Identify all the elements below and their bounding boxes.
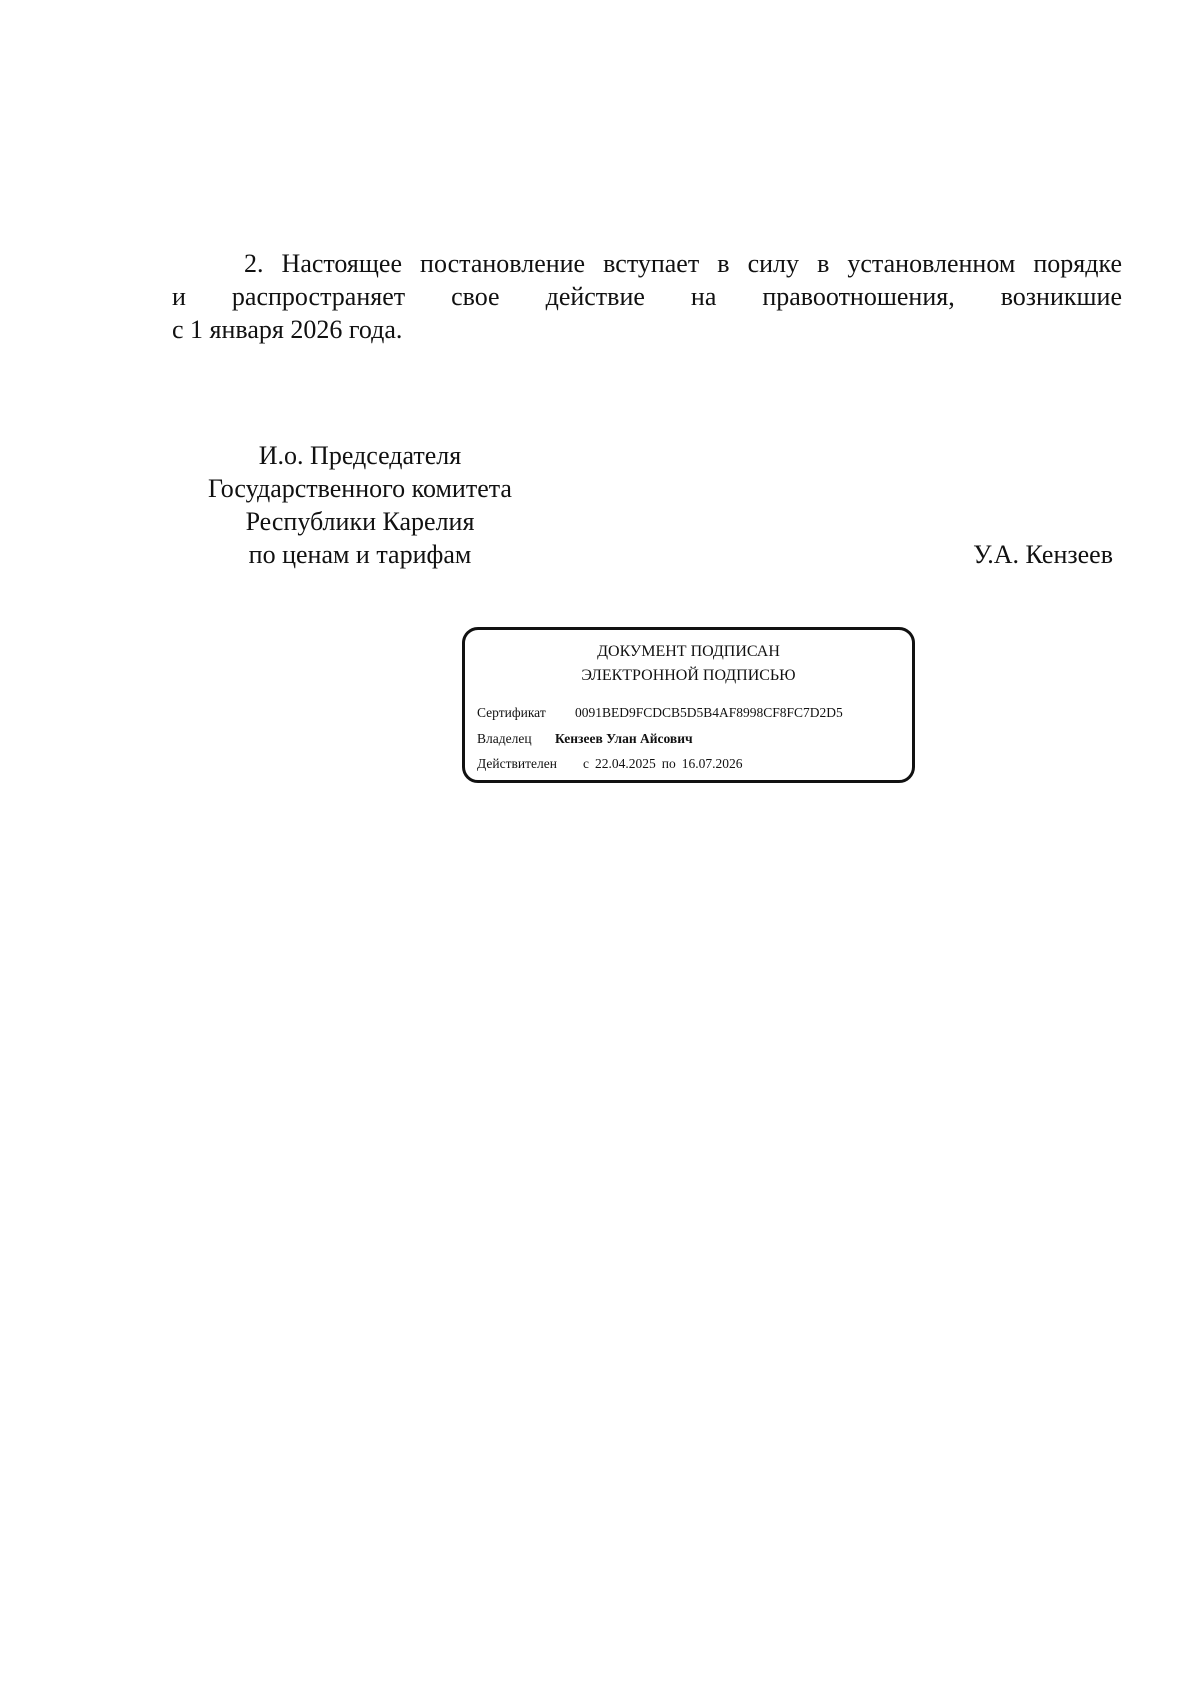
signer-position [175, 439, 545, 571]
certificate-label: Сертификат [477, 705, 546, 720]
owner-value: Кензеев Улан Айсович [555, 731, 693, 746]
valid-from-prefix: с [583, 756, 589, 771]
signer-position-line: по ценам и тарифам [248, 540, 472, 569]
stamp-validity-row [477, 755, 742, 773]
body-paragraph [172, 247, 1122, 346]
stamp-certificate-row [477, 704, 843, 722]
signer-position-line: И.о. Председателя [258, 441, 462, 470]
certificate-value: 0091BED9FCDCB5D5B4AF8998CF8FC7D2D5 [575, 705, 843, 720]
signer-position-line: Республики Карелия [245, 507, 475, 536]
electronic-signature-stamp [462, 627, 915, 783]
signer-name: У.А. Кензеев [973, 540, 1113, 569]
paragraph-line: и распространяет свое действие на правоотношения, возникшие [172, 282, 1122, 311]
stamp-heading-line: ДОКУМЕНТ ПОДПИСАН [597, 643, 780, 660]
valid-to-prefix: по [661, 756, 676, 771]
stamp-owner-row [477, 730, 693, 748]
valid-to-date: 16.07.2026 [681, 756, 743, 771]
signer-position-line: Государственного комитета [208, 474, 512, 503]
valid-from-date: 22.04.2025 [595, 756, 656, 771]
validity-label: Действителен [477, 756, 557, 771]
paragraph-line: с 1 января 2026 года. [172, 315, 403, 344]
stamp-heading-line: ЭЛЕКТРОННОЙ ПОДПИСЬЮ [581, 667, 796, 684]
paragraph-line: 2. Настоящее постановление вступает в силу в установленном порядке [244, 249, 1122, 278]
stamp-heading [465, 640, 912, 688]
owner-label: Владелец [477, 731, 532, 746]
